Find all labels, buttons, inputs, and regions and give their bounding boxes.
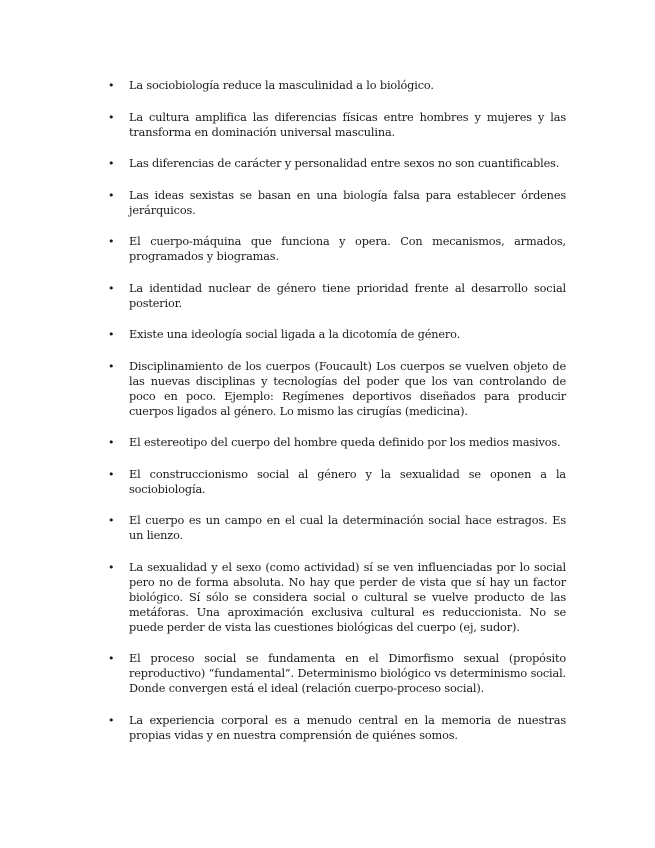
list-item <box>108 327 566 342</box>
bullet-icon: • <box>108 467 115 481</box>
bullet-list <box>108 78 566 759</box>
bullet-icon: • <box>108 235 115 248</box>
list-item-text: El construccionismo social al género y la sexualidad se oponen a la sociobiología. <box>129 467 566 496</box>
list-item-text: Las diferencias de carácter y personalidad entre sexos no son cuantificables. <box>129 157 560 170</box>
list-item <box>108 435 566 450</box>
list-item-text: El estereotipo del cuerpo del hombre queda definido por los medios masivos. <box>129 436 561 449</box>
list-item-text: El proceso social se fundamenta en el Dimorfismo sexual (propósito reproductivo) “fundamental”. Determinismo biológico vs determinismo social. Donde convergen está el ideal (relación cuerpo-proceso social). <box>129 652 566 695</box>
list-item <box>108 78 566 93</box>
list-item <box>108 156 566 171</box>
list-item-text: La sexualidad y el sexo (como actividad) sí se ven influenciadas por lo social pero no de forma absoluta. No hay que perder de vista que sí hay un factor biológico. Sí sólo se considera social o cultural se vuelve producto de las metáforas. Una aproximación exclusiva cultural es reduccionista. No se puede perder de vista las cuestiones biológicas del cuerpo (ej, sudor). <box>129 560 566 634</box>
bullet-icon: • <box>108 328 115 341</box>
bullet-icon: • <box>108 281 115 295</box>
bullet-icon: • <box>108 436 115 449</box>
list-item <box>108 467 566 497</box>
list-item-text: La identidad nuclear de género tiene prioridad frente al desarrollo social posterior. <box>129 281 566 310</box>
list-item-text: El cuerpo es un campo en el cual la determinación social hace estragos. Es un lienzo. <box>129 514 566 542</box>
bullet-icon: • <box>108 713 115 727</box>
list-item-text: Las ideas sexistas se basan en una biología falsa para establecer órdenes jerárquicos. <box>129 188 566 217</box>
list-item-text: La cultura amplifica las diferencias físicas entre hombres y mujeres y las transforma en dominación universal masculina. <box>129 110 566 139</box>
list-item <box>108 651 566 696</box>
bullet-icon: • <box>108 514 115 527</box>
bullet-icon: • <box>108 110 115 124</box>
list-item-text: La sociobiología reduce la masculinidad a lo biológico. <box>129 79 434 92</box>
bullet-icon: • <box>108 560 115 574</box>
list-item <box>108 713 566 743</box>
bullet-icon: • <box>108 359 115 373</box>
list-item <box>108 560 566 635</box>
bullet-icon: • <box>108 79 115 92</box>
list-item <box>108 281 566 311</box>
bullet-icon: • <box>108 188 115 202</box>
list-item <box>108 234 566 264</box>
list-item <box>108 110 566 140</box>
list-item-text: Existe una ideología social ligada a la dicotomía de género. <box>129 328 461 341</box>
list-item-text: La experiencia corporal es a menudo central en la memoria de nuestras propias vidas y en nuestra comprensión de quiénes somos. <box>129 713 566 742</box>
list-item-text: El cuerpo-máquina que funciona y opera. Con mecanismos, armados, programados y biogramas. <box>129 235 566 263</box>
list-item <box>108 188 566 218</box>
list-item <box>108 359 566 419</box>
list-item <box>108 513 566 543</box>
bullet-icon: • <box>108 652 115 665</box>
bullet-icon: • <box>108 157 115 170</box>
list-item-text: Disciplinamiento de los cuerpos (Foucault) Los cuerpos se vuelven objeto de las nuevas disciplinas y tecnologías del poder que los van controlando de poco en poco. Ejemplo: Regímenes deportivos diseñados para producir cuerpos ligados al género. Lo mismo las cirugías (medicina). <box>129 359 566 418</box>
